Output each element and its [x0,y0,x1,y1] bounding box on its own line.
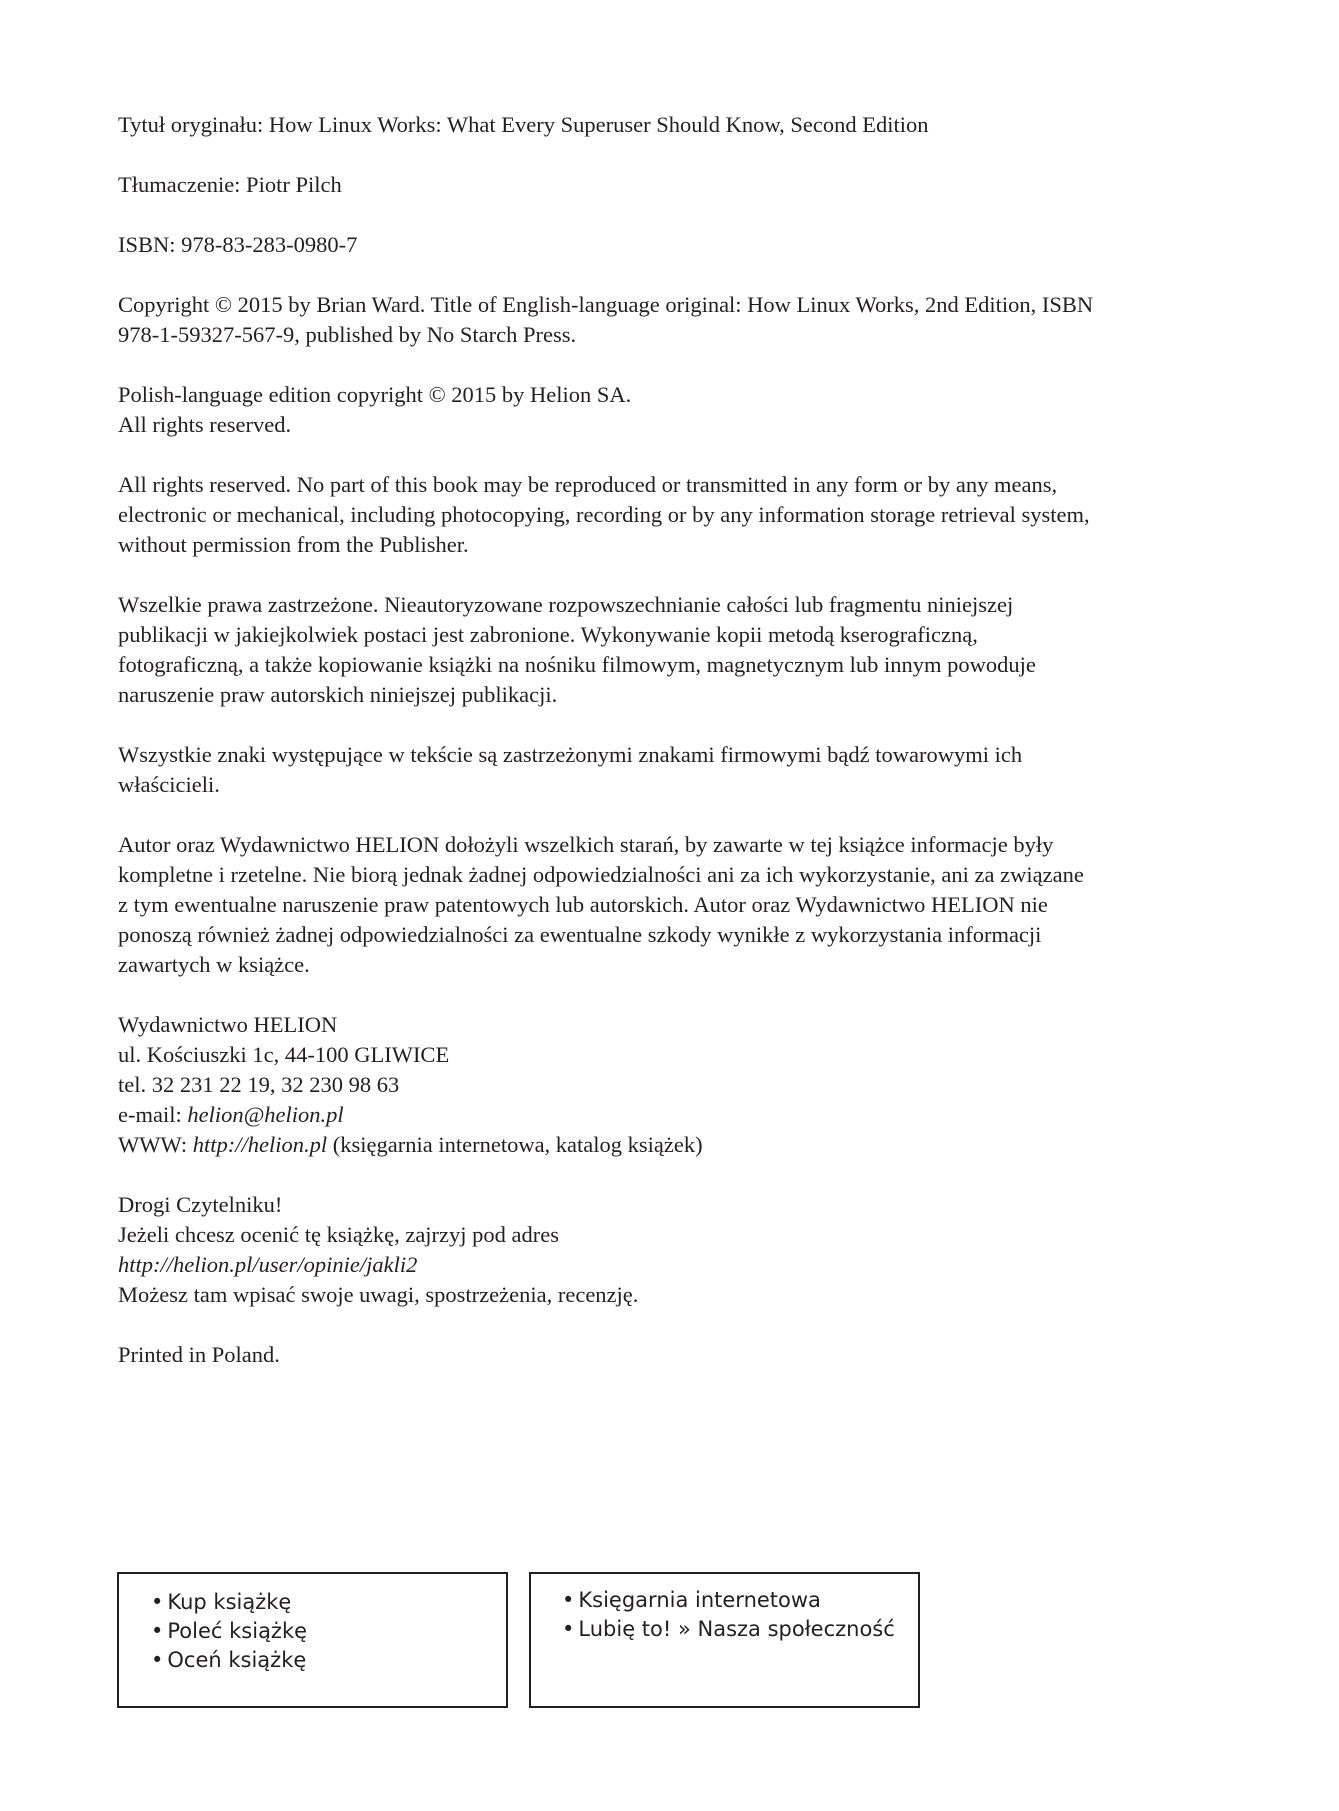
rights-polish-line: naruszenie praw autorskich niniejszej publikacji. [118,682,558,707]
disclaimer-line: Autor oraz Wydawnictwo HELION dołożyli wszelkich starań, by zawarte w tej książce informacje były [118,832,1054,857]
rights-polish-line: Wszelkie prawa zastrzeżone. Nieautoryzowane rozpowszechnianie całości lub fragmentu niniejszej [118,592,1014,617]
community-link[interactable] [562,1615,918,1644]
community-label: Lubię to! » Nasza społeczność [578,1617,895,1641]
bullet-icon: • [562,1617,575,1641]
copyright-english-line: 978-1-59327-567-9, published by No Starch Press. [118,322,577,347]
isbn-text: ISBN: 978-83-283-0980-7 [118,232,358,257]
copyright-polish-line: All rights reserved. [118,412,292,437]
book-actions-box [117,1572,508,1708]
trademarks-notice [118,740,1228,800]
disclaimer-line: z tym ewentualne naruszenie praw patentowych lub autorskich. Autor oraz Wydawnictwo HELION nie [118,892,1048,917]
publisher-www-row [118,1130,1228,1160]
www-note: (księgarnia internetowa, katalog książek) [327,1132,703,1157]
printed-in [118,1340,1228,1370]
rate-book-label: Oceń książkę [167,1648,307,1672]
trademarks-line: Wszystkie znaki występujące w tekście są zastrzeżonymi znakami firmowymi bądź towarowymi ich [118,742,1023,767]
email-link[interactable]: helion@helion.pl [187,1102,344,1127]
disclaimer-line: ponoszą również żadnej odpowiedzialności za ewentualne szkody wynikłe z wykorzystania informacji [118,922,1042,947]
publisher-email-row [118,1100,1228,1130]
email-label: e-mail: [118,1102,188,1127]
publisher-phone: tel. 32 231 22 19, 32 230 98 63 [118,1072,400,1097]
www-link[interactable]: http://helion.pl [192,1132,328,1157]
translator-text: Tłumaczenie: Piotr Pilch [118,172,342,197]
online-bookstore-link[interactable] [562,1586,918,1615]
rate-book-link[interactable] [151,1646,506,1675]
isbn [118,230,1228,260]
rights-english-line: All rights reserved. No part of this book may be reproduced or transmitted in any form or by any means, [118,472,1058,497]
opinion-url-link[interactable]: http://helion.pl/user/opinie/jakli2 [118,1252,418,1277]
publisher-name: Wydawnictwo HELION [118,1012,338,1037]
disclaimer-line: kompletne i rzetelne. Nie biorą jednak żadnej odpowiedzialności ani za ich wykorzystanie, ani za związane [118,862,1084,887]
copyright-english [118,290,1228,350]
buy-book-link[interactable] [151,1588,506,1617]
reader-note-line: Możesz tam wpisać swoje uwagi, spostrzeżenia, recenzję. [118,1282,639,1307]
imprint-page [118,110,1228,1400]
copyright-polish [118,380,1228,440]
bullet-icon: • [151,1590,164,1614]
printed-in-text: Printed in Poland. [118,1342,280,1367]
online-bookstore-label: Księgarnia internetowa [578,1588,821,1612]
bullet-icon: • [151,1648,164,1672]
rights-english-line: electronic or mechanical, including photocopying, recording or by any information storage retrieval system, [118,502,1090,527]
rights-polish [118,590,1228,710]
original-title [118,110,1228,140]
trademarks-line: właścicieli. [118,772,220,797]
original-title-text: Tytuł oryginału: How Linux Works: What Every Superuser Should Know, Second Edition [118,112,929,137]
www-label: WWW: [118,1132,193,1157]
bullet-icon: • [562,1588,575,1612]
rights-polish-line: fotograficzną, a także kopiowanie książki na nośniku filmowym, magnetycznym lub innym powoduje [118,652,1036,677]
bullet-icon: • [151,1619,164,1643]
community-links-box [529,1572,920,1708]
reader-greeting: Drogi Czytelniku! [118,1192,283,1217]
copyright-polish-line: Polish-language edition copyright © 2015 by Helion SA. [118,382,632,407]
rights-english [118,470,1228,560]
publisher-contact [118,1010,1228,1160]
recommend-book-label: Poleć książkę [167,1619,308,1643]
disclaimer [118,830,1228,980]
reader-note-line: Jeżeli chcesz ocenić tę książkę, zajrzyj pod adres [118,1222,560,1247]
buy-book-label: Kup książkę [167,1590,292,1614]
translator [118,170,1228,200]
rights-english-line: without permission from the Publisher. [118,532,469,557]
copyright-english-line: Copyright © 2015 by Brian Ward. Title of English-language original: How Linux Works, 2nd Edition, ISBN [118,292,1094,317]
recommend-book-link[interactable] [151,1617,506,1646]
disclaimer-line: zawartych w książce. [118,952,310,977]
publisher-address: ul. Kościuszki 1c, 44-100 GLIWICE [118,1042,450,1067]
reader-note [118,1190,1228,1310]
rights-polish-line: publikacji w jakiejkolwiek postaci jest zabronione. Wykonywanie kopii metodą kserograficzną, [118,622,978,647]
